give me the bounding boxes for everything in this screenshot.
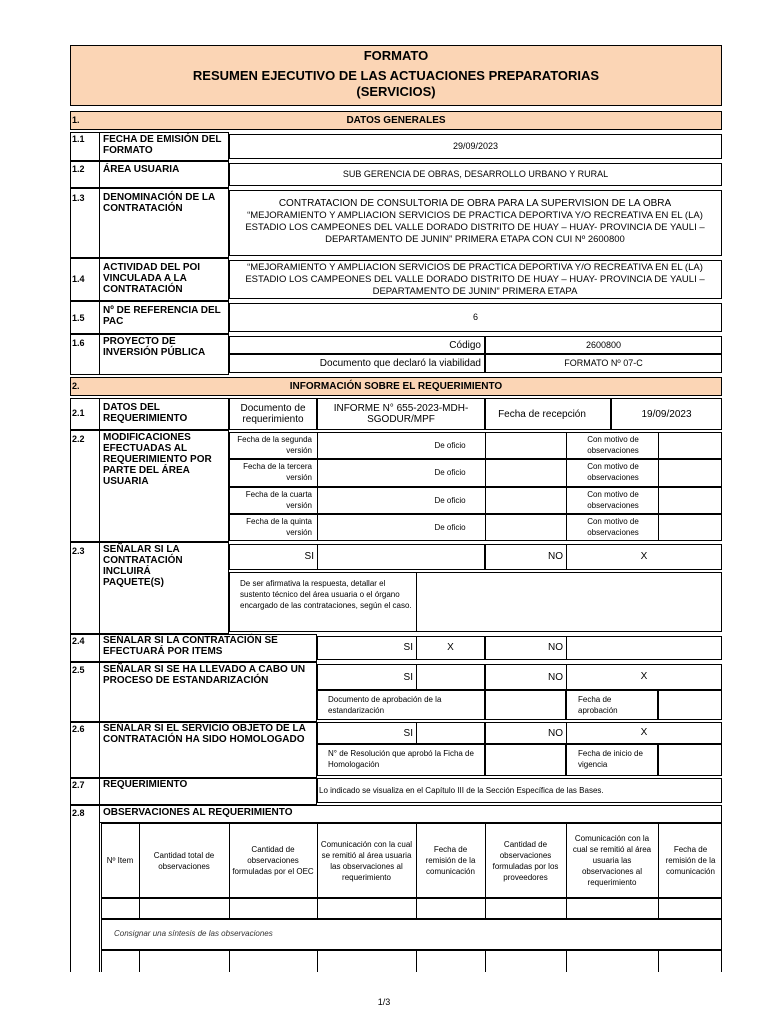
- items-no-label: NO: [548, 642, 563, 653]
- pac-reference: 6: [472, 312, 478, 322]
- mod-date-label: Fecha de la segunda versión: [237, 435, 312, 455]
- paquete-no-mark: X: [640, 551, 648, 562]
- mod-date-label: Fecha de la quinta versión: [246, 517, 312, 537]
- viability-doc-label: Documento que declaró la viabilidad: [319, 358, 481, 369]
- row-2-3-detail-divider: [416, 572, 417, 632]
- codigo-label: Código: [449, 340, 481, 351]
- row-2-8-label: OBSERVACIONES AL REQUERIMIENTO: [103, 807, 293, 818]
- homologado-si-label: SI: [403, 728, 413, 739]
- row-2-7-label: REQUERIMIENTO: [103, 779, 188, 790]
- obs-header-comunicacion-prov: Comunicación con la cual se remitió al área usuaria las observaciones al requerimiento: [572, 834, 652, 887]
- obs-header-comunicacion-oec: Comunicación con la cual se remitió al área usuaria las observaciones al requerimiento: [320, 839, 413, 882]
- obs-col-divider: [139, 950, 140, 972]
- estandarizacion-no-mark: X: [640, 671, 648, 682]
- mod-oficio-label: De oficio: [434, 468, 466, 477]
- obs-header-fecha-oec: Fecha de remisión de la comunicación: [425, 845, 476, 876]
- row-1-5-label: Nº DE REFERENCIA DEL PAC: [103, 305, 221, 327]
- mod-col-3: [566, 432, 567, 541]
- row-1-1-number: 1.1: [72, 134, 85, 144]
- mod-motivo-label: Con motivo de observaciones: [587, 490, 639, 510]
- obs-header-oec: Cantidad de observaciones formuladas por el OEC: [232, 845, 314, 876]
- section-1-number: 1.: [72, 115, 80, 125]
- requirement-doc-label: Documento de requerimiento: [240, 403, 306, 425]
- mod-col-4: [658, 432, 659, 541]
- obs-col-divider: [485, 950, 486, 972]
- obs-header-fecha-prov: Fecha de remisión de la comunicación: [665, 845, 716, 876]
- mod-motivo-label: Con motivo de observaciones: [587, 462, 639, 482]
- row-2-8-num: [70, 805, 100, 972]
- estandarizacion-si-label: SI: [403, 672, 413, 683]
- obs-col-divider: [566, 950, 567, 972]
- mod-oficio-label: De oficio: [434, 496, 466, 505]
- estandarizacion-date-label: Fecha de aprobación: [578, 695, 618, 715]
- mod-col-2: [485, 432, 486, 541]
- obs-col-divider: [139, 823, 140, 919]
- row-2-5-date-value-cell: [658, 690, 722, 720]
- user-area: SUB GERENCIA DE OBRAS, DESARROLLO URBANO Y RURAL: [342, 169, 609, 179]
- row-2-6-doc-value-cell: [485, 744, 566, 776]
- codigo-value: 2600800: [585, 339, 622, 350]
- row-2-5-label: SEÑALAR SI SE HA LLEVADO A CABO UN PROCESO DE ESTANDARIZACIÓN: [103, 664, 306, 686]
- obs-col-divider: [658, 950, 659, 972]
- row-2-3-label: SEÑALAR SI LA CONTRATACIÓN INCLUIRÁ PAQUETE(S): [103, 544, 183, 588]
- requirement-doc-value: INFORME N° 655-2023-MDH-SGODUR/MPF: [333, 403, 469, 425]
- obs-note: Consignar una síntesis de las observaciones: [114, 929, 273, 938]
- obs-col-divider: [416, 823, 417, 919]
- row-2-6-date-value-cell: [658, 744, 722, 776]
- row-1-4-label: ACTIVIDAD DEL POI VINCULADA A LA CONTRATACIÓN: [103, 262, 201, 295]
- paquete-si-label: SI: [304, 551, 314, 562]
- row-2-4-label: SEÑALAR SI LA CONTRATACIÓN SE EFECTUARÁ POR ITEMS: [103, 635, 278, 657]
- contract-name-rest: “MEJORAMIENTO Y AMPLIACION SERVICIOS DE PRACTICA DEPORTIVA Y/O RECREATIVA EN EL (LA) ESTADIO LOS CAMPEONES DEL VALLE DORADO DISTRITO DE HUAY – HUAY- PROVINCIA DE YAULI – DEPARTAMENTO DE JUNIN” PRIMERA ETAPA CON CUI Nº 2600800: [245, 210, 705, 245]
- row-1-6-label: PROYECTO DE INVERSIÓN PÚBLICA: [103, 336, 206, 358]
- page-number: 1/3: [377, 996, 391, 1007]
- row-2-5-si-divider: [416, 664, 417, 690]
- row-2-5-doc-value-cell: [485, 690, 566, 720]
- row-2-7-number: 2.7: [72, 780, 85, 790]
- row-1-4-number: 1.4: [72, 274, 85, 284]
- row-2-2-num: [70, 430, 100, 542]
- obs-col-divider: [317, 823, 318, 919]
- row-2-3-number: 2.3: [72, 546, 85, 556]
- obs-col-divider: [229, 823, 230, 919]
- obs-col-divider: [416, 950, 417, 972]
- title-line-3: (SERVICIOS): [356, 84, 436, 99]
- title-line-2: RESUMEN EJECUTIVO DE LAS ACTUACIONES PREPARATORIAS: [192, 68, 600, 83]
- row-1-6-number: 1.6: [72, 338, 85, 348]
- reception-date-label: Fecha de recepción: [498, 408, 586, 420]
- row-2-6-number: 2.6: [72, 724, 85, 734]
- requerimiento-value: Lo indicado se visualiza en el Capítulo III de la Sección Específica de las Bases.: [319, 786, 604, 795]
- row-2-6-label: SEÑALAR SI EL SERVICIO OBJETO DE LA CONTRATACIÓN HA SIDO HOMOLOGADO: [103, 723, 306, 745]
- viability-doc-value: FORMATO Nº 07-C: [564, 358, 643, 368]
- obs-col-divider: [566, 823, 567, 919]
- row-2-6-si-divider: [416, 722, 417, 744]
- obs-empty-row-1: [101, 898, 722, 919]
- reception-date-value: 19/09/2023: [641, 408, 692, 420]
- items-si-label: SI: [403, 642, 413, 653]
- obs-col-divider: [485, 823, 486, 919]
- estandarizacion-doc-label: Documento de aprobación de la estandarización: [328, 695, 442, 715]
- obs-empty-row-2: [101, 950, 722, 972]
- row-1-3-number: 1.3: [72, 193, 85, 203]
- obs-header-proveedores: Cantidad de observaciones formuladas por los proveedores: [492, 839, 559, 882]
- row-2-2-number: 2.2: [72, 434, 85, 444]
- obs-header-total: Cantidad total de observaciones: [153, 850, 215, 871]
- row-1-2-number: 1.2: [72, 164, 85, 174]
- obs-col-divider: [229, 950, 230, 972]
- mod-motivo-label: Con motivo de observaciones: [587, 517, 639, 537]
- row-2-1-label: DATOS DEL REQUERIMIENTO: [103, 402, 188, 424]
- obs-header-item: Nº Item: [106, 856, 134, 865]
- homologado-no-mark: X: [640, 727, 648, 738]
- mod-oficio-label: De oficio: [434, 441, 466, 450]
- title-line-1: FORMATO: [363, 48, 429, 63]
- row-2-3-si-divider: [317, 544, 318, 570]
- homologado-doc-label: N° de Resolución que aprobó la Ficha de Homologación: [328, 749, 474, 769]
- row-2-4-no-divider: [566, 636, 567, 660]
- row-2-8-number: 2.8: [72, 808, 85, 818]
- mod-motivo-label: Con motivo de observaciones: [587, 435, 639, 455]
- homologado-no-label: NO: [548, 728, 563, 739]
- row-1-1-label: FECHA DE EMISIÓN DEL FORMATO: [103, 134, 222, 156]
- mod-oficio-label: De oficio: [434, 523, 466, 532]
- obs-col-divider: [658, 823, 659, 919]
- row-2-5-number: 2.5: [72, 665, 85, 675]
- poi-activity: “MEJORAMIENTO Y AMPLIACION SERVICIOS DE PRACTICA DEPORTIVA Y/O RECREATIVA EN EL (LA) ESTADIO LOS CAMPEONES DEL VALLE DORADO DISTRITO DE HUAY – HUAY- PROVINCIA DE YAULI – DEPARTAMENTO DE JUNIN” PRIMERA ETAPA: [245, 262, 705, 297]
- mod-date-label: Fecha de la tercera versión: [243, 462, 312, 482]
- row-1-2-label: ÁREA USUARIA: [103, 164, 180, 175]
- row-2-2-label: MODIFICACIONES EFECTUADAS AL REQUERIMIENTO POR PARTE DEL ÁREA USUARIA: [103, 432, 212, 487]
- row-1-3-label: DENOMINACIÓN DE LA CONTRATACIÓN: [103, 192, 215, 214]
- paquete-no-label: NO: [548, 551, 563, 562]
- row-1-5-number: 1.5: [72, 313, 85, 323]
- paquete-detail: De ser afirmativa la respuesta, detallar el sustento técnico del área usuaria o el órgano encargado de las contrataciones, según el caso.: [240, 579, 412, 610]
- section-2-number: 2.: [72, 381, 80, 391]
- row-2-1-number: 2.1: [72, 408, 85, 418]
- section-2-title: INFORMACIÓN SOBRE EL REQUERIMIENTO: [289, 381, 503, 392]
- contract-name-line-1: CONTRATACION DE CONSULTORIA DE OBRA PARA LA SUPERVISION DE LA OBRA: [278, 198, 672, 209]
- homologado-date-label: Fecha de inicio de vigencia: [578, 749, 643, 769]
- obs-col-divider: [317, 950, 318, 972]
- estandarizacion-no-label: NO: [548, 672, 563, 683]
- mod-col-1: [317, 432, 318, 541]
- mod-date-label: Fecha de la cuarta versión: [245, 490, 312, 510]
- items-si-mark: X: [447, 642, 454, 653]
- section-1-title: DATOS GENERALES: [346, 115, 446, 126]
- emission-date: 29/09/2023: [452, 141, 499, 151]
- row-2-4-number: 2.4: [72, 636, 85, 646]
